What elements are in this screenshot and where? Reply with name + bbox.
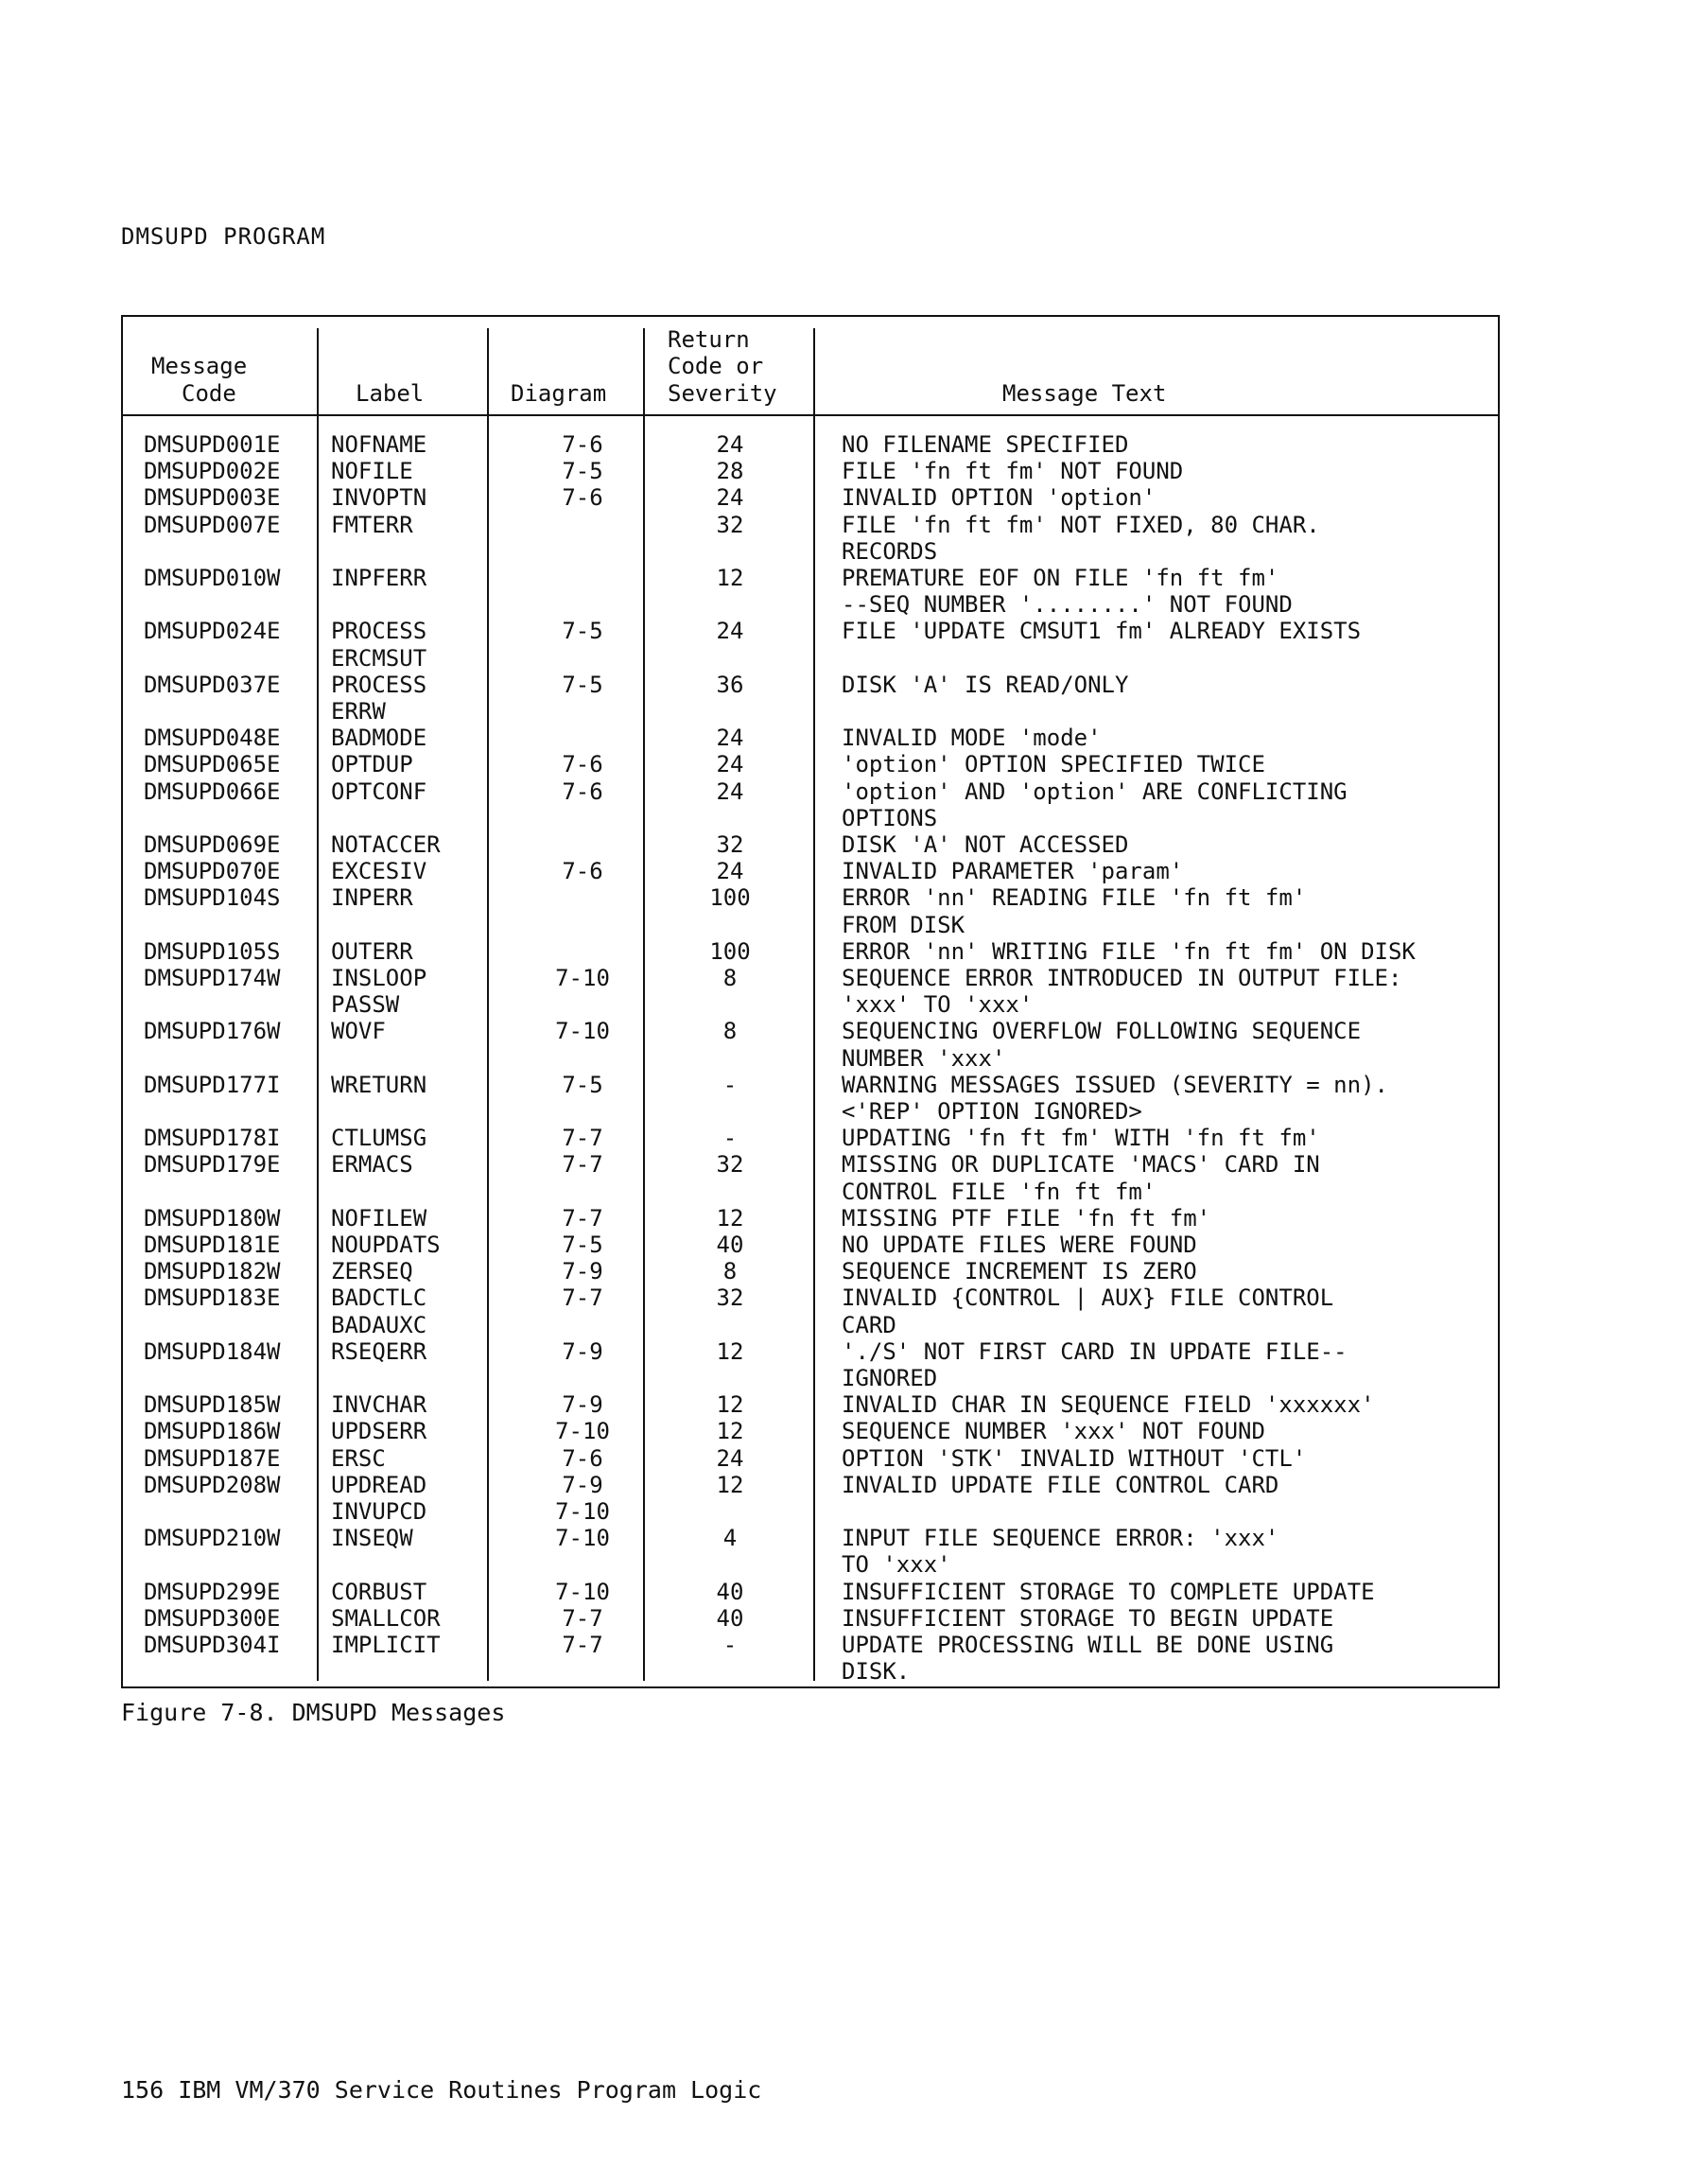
diagram: 7-6: [562, 751, 603, 778]
diagram: 7-9: [562, 1337, 603, 1365]
message-code: DMSUPD069E: [144, 831, 281, 858]
table-row: [123, 1045, 1498, 1072]
label: CTLUMSG: [331, 1125, 427, 1152]
return-code: -: [722, 1125, 738, 1152]
return-code: 40: [716, 1604, 744, 1632]
label: BADCTLC: [331, 1284, 427, 1312]
message-text: DISK 'A' IS READ/ONLY: [842, 671, 1129, 698]
message-text: DISK.: [842, 1658, 911, 1686]
return-code: 12: [716, 1418, 744, 1445]
header-code-line1: Message: [151, 353, 248, 379]
table-row: [123, 778, 1498, 805]
header-return-line1: Return: [668, 326, 750, 353]
table-row: [123, 1579, 1498, 1605]
label: NOFNAME: [331, 431, 427, 458]
diagram: 7-6: [562, 778, 603, 805]
table-row: [123, 1072, 1498, 1098]
message-text: MISSING PTF FILE 'fn ft fm': [842, 1204, 1211, 1232]
message-text: INVALID OPTION 'option': [842, 484, 1157, 512]
message-text: FILE 'fn ft fm' NOT FIXED, 80 CHAR.: [842, 511, 1320, 538]
table-row: [123, 858, 1498, 884]
label: PASSW: [331, 991, 400, 1019]
table-row: [123, 1179, 1498, 1205]
message-code: DMSUPD007E: [144, 511, 281, 538]
diagram: 7-7: [562, 1125, 603, 1152]
message-text: <'REP' OPTION IGNORED>: [842, 1098, 1142, 1125]
label: WOVF: [331, 1018, 386, 1045]
diagram: 7-6: [562, 484, 603, 512]
message-text: MISSING OR DUPLICATE 'MACS' CARD IN: [842, 1151, 1320, 1179]
return-code: 8: [722, 1018, 738, 1045]
table-row: [123, 591, 1498, 618]
diagram: 7-9: [562, 1391, 603, 1419]
return-code: 32: [716, 831, 744, 858]
label: INPFERR: [331, 565, 427, 591]
header-diagram: Diagram: [511, 380, 607, 407]
message-code: DMSUPD181E: [144, 1232, 281, 1258]
message-code: DMSUPD001E: [144, 431, 281, 458]
header-return-line3: Severity: [668, 380, 777, 407]
return-code: 100: [709, 884, 751, 912]
header-divider: [123, 414, 1498, 416]
label: ERSC: [331, 1444, 386, 1472]
message-code: DMSUPD186W: [144, 1418, 281, 1445]
return-code: 32: [716, 1284, 744, 1312]
message-code: DMSUPD002E: [144, 458, 281, 485]
message-code: DMSUPD299E: [144, 1578, 281, 1605]
message-text: FILE 'UPDATE CMSUT1 fm' ALREADY EXISTS: [842, 618, 1362, 645]
message-text: OPTION 'STK' INVALID WITHOUT 'CTL': [842, 1444, 1307, 1472]
return-code: 28: [716, 458, 744, 485]
message-code: DMSUPD003E: [144, 484, 281, 512]
label: INSEQW: [331, 1525, 413, 1552]
table-row: [123, 965, 1498, 991]
table-row: [123, 1418, 1498, 1444]
label: OPTDUP: [331, 751, 413, 778]
label: BADMODE: [331, 725, 427, 752]
return-code: 24: [716, 431, 744, 458]
message-code: DMSUPD070E: [144, 858, 281, 885]
label: ERCMSUT: [331, 644, 427, 672]
return-code: 12: [716, 1204, 744, 1232]
message-code: DMSUPD183E: [144, 1284, 281, 1312]
label: RSEQERR: [331, 1337, 427, 1365]
return-code: 24: [716, 484, 744, 512]
message-code: DMSUPD208W: [144, 1471, 281, 1498]
diagram: 7-5: [562, 1071, 603, 1098]
table-row: [123, 512, 1498, 538]
message-text: UPDATE PROCESSING WILL BE DONE USING: [842, 1632, 1334, 1658]
table-row: [123, 1605, 1498, 1632]
message-text: FILE 'fn ft fm' NOT FOUND: [842, 458, 1184, 485]
message-text: ERROR 'nn' WRITING FILE 'fn ft fm' ON DISK: [842, 937, 1416, 965]
diagram: 7-6: [562, 858, 603, 885]
table-row: [123, 938, 1498, 965]
return-code: 24: [716, 858, 744, 885]
table-row: [123, 1258, 1498, 1284]
return-code: -: [722, 1632, 738, 1658]
table-row: [123, 1551, 1498, 1578]
message-text: OPTIONS: [842, 804, 938, 831]
table-row: [123, 1098, 1498, 1125]
diagram: 7-5: [562, 1232, 603, 1258]
message-text: INSUFFICIENT STORAGE TO COMPLETE UPDATE: [842, 1578, 1375, 1605]
label: OPTCONF: [331, 778, 427, 805]
label: INSLOOP: [331, 965, 427, 991]
return-code: 12: [716, 1391, 744, 1419]
diagram: 7-10: [555, 1525, 610, 1552]
message-text: './S' NOT FIRST CARD IN UPDATE FILE--: [842, 1337, 1348, 1365]
diagram: 7-10: [555, 1018, 610, 1045]
diagram: 7-5: [562, 458, 603, 485]
message-text: SEQUENCE INCREMENT IS ZERO: [842, 1258, 1197, 1285]
return-code: 8: [722, 965, 738, 991]
message-text: SEQUENCE NUMBER 'xxx' NOT FOUND: [842, 1418, 1265, 1445]
message-code: DMSUPD300E: [144, 1604, 281, 1632]
table-row: [123, 1284, 1498, 1311]
message-text: 'option' OPTION SPECIFIED TWICE: [842, 751, 1265, 778]
diagram: 7-6: [562, 431, 603, 458]
diagram: 7-7: [562, 1604, 603, 1632]
message-text: UPDATING 'fn ft fm' WITH 'fn ft fm': [842, 1125, 1320, 1152]
return-code: 40: [716, 1232, 744, 1258]
return-code: 24: [716, 618, 744, 645]
header-code-line2: Code: [182, 380, 236, 407]
label: UPDSERR: [331, 1418, 427, 1445]
label: FMTERR: [331, 511, 413, 538]
message-code: DMSUPD178I: [144, 1125, 281, 1152]
table-row: [123, 1232, 1498, 1258]
label: NOFILE: [331, 458, 413, 485]
label: NOTACCER: [331, 831, 441, 858]
label: ERRW: [331, 698, 386, 725]
message-text: INVALID {CONTROL | AUX} FILE CONTROL: [842, 1284, 1334, 1312]
return-code: 12: [716, 1337, 744, 1365]
label: INVCHAR: [331, 1391, 427, 1419]
message-text: 'option' AND 'option' ARE CONFLICTING: [842, 778, 1348, 805]
message-text: INPUT FILE SEQUENCE ERROR: 'xxx': [842, 1525, 1279, 1552]
page-header: DMSUPD PROGRAM: [121, 223, 326, 250]
table-row: [123, 565, 1498, 591]
return-code: 12: [716, 1471, 744, 1498]
label: INVUPCD: [331, 1498, 427, 1525]
table-row: [123, 912, 1498, 938]
diagram: 7-10: [555, 1578, 610, 1605]
figure-caption: Figure 7-8. DMSUPD Messages: [121, 1699, 506, 1726]
message-code: DMSUPD048E: [144, 725, 281, 752]
message-code: DMSUPD187E: [144, 1444, 281, 1472]
message-code: DMSUPD066E: [144, 778, 281, 805]
table-row: [123, 1338, 1498, 1365]
message-code: DMSUPD177I: [144, 1071, 281, 1098]
label: IMPLICIT: [331, 1632, 441, 1658]
label: PROCESS: [331, 618, 427, 645]
message-code: DMSUPD037E: [144, 671, 281, 698]
table-row: [123, 1472, 1498, 1498]
table-row: [123, 1151, 1498, 1178]
table-row: [123, 698, 1498, 725]
label: WRETURN: [331, 1071, 427, 1098]
return-code: 32: [716, 1151, 744, 1179]
message-text: FROM DISK: [842, 911, 965, 938]
table-row: [123, 1018, 1498, 1044]
table-row: [123, 618, 1498, 644]
table-row: [123, 1445, 1498, 1472]
label: SMALLCOR: [331, 1604, 441, 1632]
table-row: [123, 1365, 1498, 1391]
message-text: INVALID MODE 'mode': [842, 725, 1102, 752]
return-code: 24: [716, 751, 744, 778]
table-row: [123, 1632, 1498, 1658]
label: EXCESIV: [331, 858, 427, 885]
return-code: 32: [716, 511, 744, 538]
label: NOFILEW: [331, 1204, 427, 1232]
message-code: DMSUPD024E: [144, 618, 281, 645]
table-row: [123, 751, 1498, 778]
message-code: DMSUPD010W: [144, 565, 281, 591]
table-row: [123, 805, 1498, 831]
table-row: [123, 725, 1498, 751]
message-code: DMSUPD182W: [144, 1258, 281, 1285]
page-footer: 156 IBM VM/370 Service Routines Program Logic: [121, 2076, 762, 2104]
return-code: 24: [716, 778, 744, 805]
message-code: DMSUPD210W: [144, 1525, 281, 1552]
message-code: DMSUPD180W: [144, 1204, 281, 1232]
table-row: [123, 1312, 1498, 1338]
label: OUTERR: [331, 937, 413, 965]
message-text: NO UPDATE FILES WERE FOUND: [842, 1232, 1197, 1258]
table-row: [123, 645, 1498, 672]
diagram: 7-9: [562, 1471, 603, 1498]
message-text: SEQUENCE ERROR INTRODUCED IN OUTPUT FILE:: [842, 965, 1402, 991]
message-text: INSUFFICIENT STORAGE TO BEGIN UPDATE: [842, 1604, 1334, 1632]
table-row: [123, 884, 1498, 911]
diagram: 7-5: [562, 671, 603, 698]
message-code: DMSUPD184W: [144, 1337, 281, 1365]
message-code: DMSUPD179E: [144, 1151, 281, 1179]
message-text: ERROR 'nn' READING FILE 'fn ft fm': [842, 884, 1307, 912]
header-return-line2: Code or: [668, 353, 764, 379]
message-text: IGNORED: [842, 1365, 938, 1391]
message-code: DMSUPD065E: [144, 751, 281, 778]
message-text: INVALID UPDATE FILE CONTROL CARD: [842, 1471, 1279, 1498]
diagram: 7-7: [562, 1204, 603, 1232]
message-text: CARD: [842, 1311, 896, 1338]
return-code: 12: [716, 565, 744, 591]
message-code: DMSUPD105S: [144, 937, 281, 965]
message-text: WARNING MESSAGES ISSUED (SEVERITY = nn).: [842, 1071, 1388, 1098]
messages-table: [121, 315, 1500, 1688]
diagram: 7-7: [562, 1632, 603, 1658]
return-code: 24: [716, 1444, 744, 1472]
label: BADAUXC: [331, 1311, 427, 1338]
message-text: CONTROL FILE 'fn ft fm': [842, 1178, 1157, 1205]
table-row: [123, 1658, 1498, 1685]
table-row: [123, 1391, 1498, 1418]
message-text: INVALID PARAMETER 'param': [842, 858, 1184, 885]
return-code: 8: [722, 1258, 738, 1285]
table-row: [123, 1525, 1498, 1551]
label: NOUPDATS: [331, 1232, 441, 1258]
diagram: 7-10: [555, 965, 610, 991]
message-text: TO 'xxx': [842, 1551, 951, 1579]
diagram: 7-5: [562, 618, 603, 645]
message-code: DMSUPD104S: [144, 884, 281, 912]
message-code: DMSUPD174W: [144, 965, 281, 991]
message-text: DISK 'A' NOT ACCESSED: [842, 831, 1129, 858]
label: INPERR: [331, 884, 413, 912]
message-code: DMSUPD304I: [144, 1632, 281, 1658]
message-code: DMSUPD176W: [144, 1018, 281, 1045]
diagram: 7-10: [555, 1498, 610, 1525]
table-row: [123, 831, 1498, 858]
table-row: [123, 1205, 1498, 1232]
label: ZERSEQ: [331, 1258, 413, 1285]
message-text: 'xxx' TO 'xxx': [842, 991, 1034, 1019]
return-code: 4: [722, 1525, 738, 1552]
table-row: [123, 458, 1498, 484]
diagram: 7-6: [562, 1444, 603, 1472]
diagram: 7-7: [562, 1151, 603, 1179]
message-code: DMSUPD185W: [144, 1391, 281, 1419]
message-text: --SEQ NUMBER '........' NOT FOUND: [842, 591, 1293, 619]
table-row: [123, 538, 1498, 565]
message-text: SEQUENCING OVERFLOW FOLLOWING SEQUENCE: [842, 1018, 1362, 1045]
label: INVOPTN: [331, 484, 427, 512]
table-row: [123, 1498, 1498, 1525]
return-code: 36: [716, 671, 744, 698]
label: PROCESS: [331, 671, 427, 698]
header-message-text: Message Text: [1002, 380, 1167, 407]
label: CORBUST: [331, 1578, 427, 1605]
diagram: 7-7: [562, 1284, 603, 1312]
message-text: INVALID CHAR IN SEQUENCE FIELD 'xxxxxx': [842, 1391, 1375, 1419]
message-text: NO FILENAME SPECIFIED: [842, 431, 1129, 458]
label: ERMACS: [331, 1151, 413, 1179]
diagram: 7-10: [555, 1418, 610, 1445]
return-code: 24: [716, 725, 744, 752]
table-row: [123, 484, 1498, 511]
label: UPDREAD: [331, 1471, 427, 1498]
message-text: NUMBER 'xxx': [842, 1044, 1006, 1072]
diagram: 7-9: [562, 1258, 603, 1285]
return-code: -: [722, 1071, 738, 1098]
table-row: [123, 431, 1498, 458]
header-label: Label: [356, 380, 425, 407]
table-row: [123, 991, 1498, 1018]
message-text: RECORDS: [842, 537, 938, 565]
return-code: 40: [716, 1578, 744, 1605]
return-code: 100: [709, 937, 751, 965]
message-text: PREMATURE EOF ON FILE 'fn ft fm': [842, 565, 1279, 591]
table-row: [123, 1125, 1498, 1151]
table-row: [123, 672, 1498, 698]
